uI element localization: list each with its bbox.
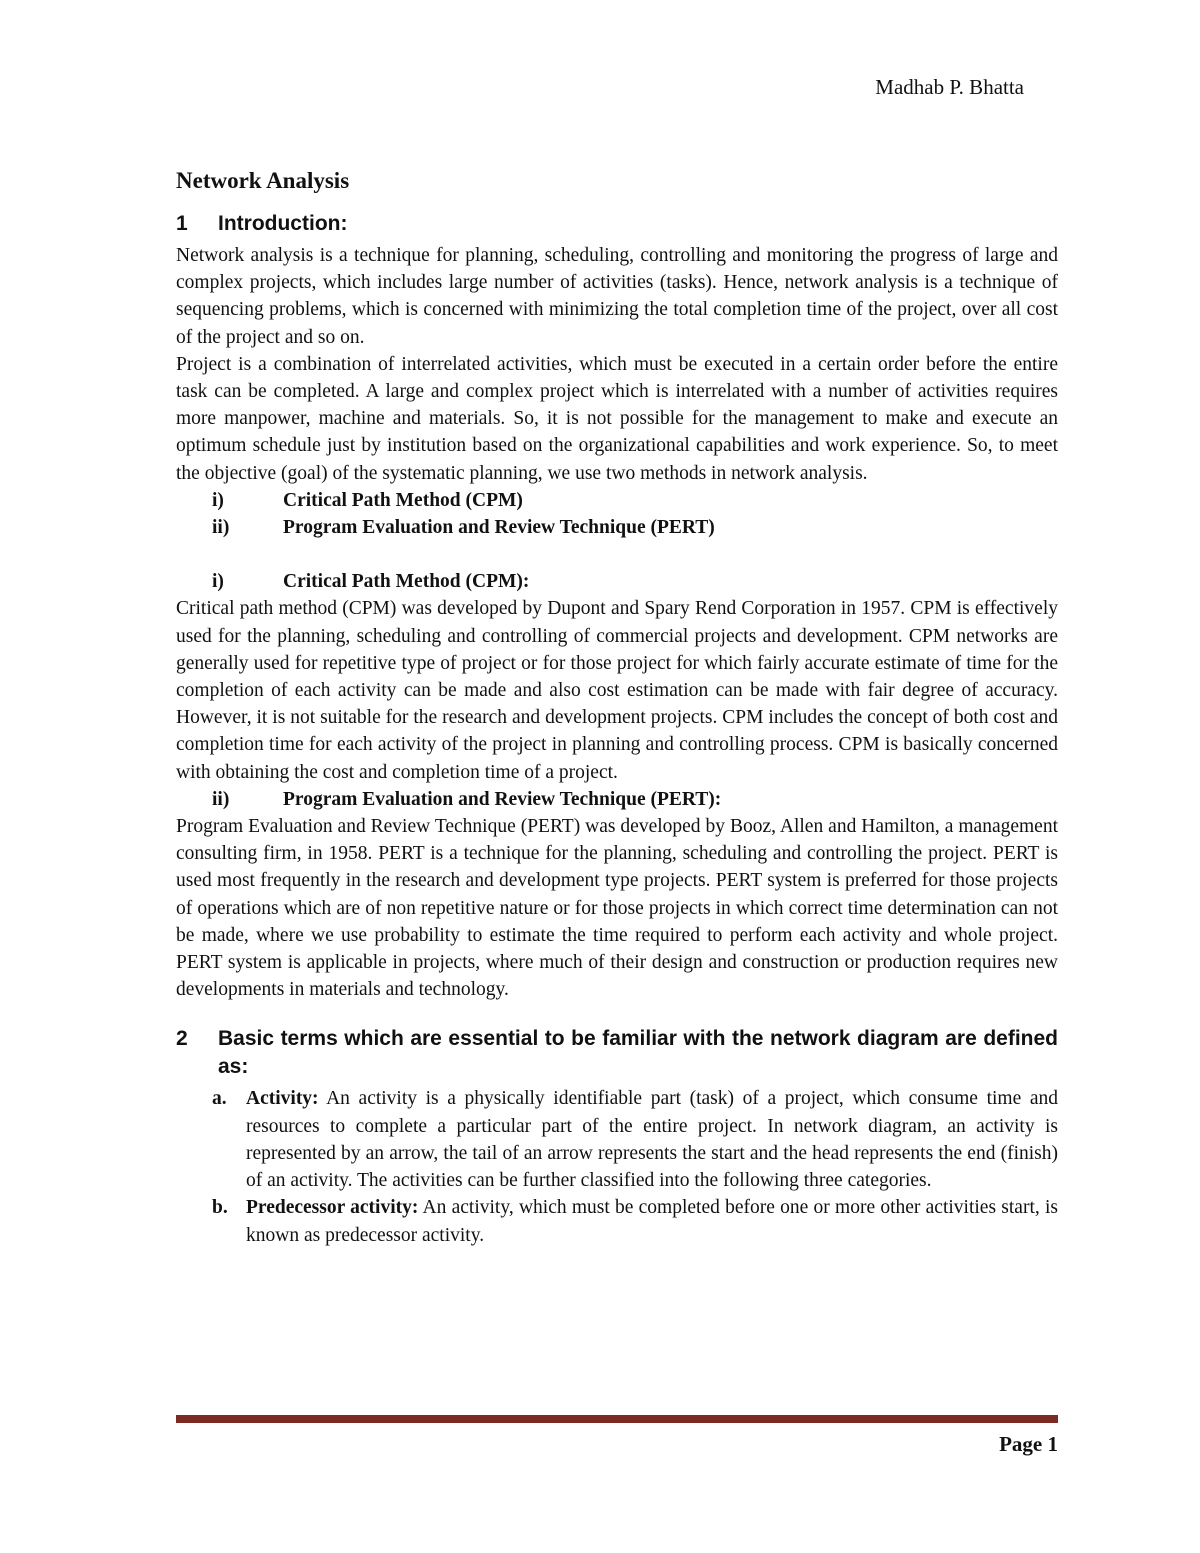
item-letter: b. — [212, 1197, 228, 1219]
method-item-pert — [176, 514, 1058, 541]
term-name: Predecessor activity: — [246, 1197, 419, 1219]
document-body — [176, 168, 1058, 1249]
page-number: Page 1 — [999, 1432, 1058, 1456]
pert-subheading — [176, 786, 1058, 813]
roman-numeral: i) — [212, 489, 224, 511]
item-body — [246, 1085, 1058, 1194]
term-definition: An activity, which must be completed before one or more other activities start, is known as predecessor activity. — [246, 1197, 1058, 1246]
project-paragraph: Project is a combination of interrelated activities, which must be executed in a certain order before the entire task can be completed. A large and complex project which is interrelated with a number of activities requires more manpower, machine and materials. So, it is not possible for the management to make and execute an optimum schedule just by institution based on the organizational capabilities and work experience. So, to meet the objective (goal) of the systematic planning, we use two methods in network analysis. — [176, 353, 1058, 484]
intro-paragraph: Network analysis is a technique for planning, scheduling, controlling and monitoring the progress of large and complex projects, which includes large number of activities (tasks). Hence, network analysis is a technique of sequencing problems, which is concerned with minimizing the total completion time of the project, over all cost of the project and so on. — [176, 245, 1058, 348]
subheading-title: Critical Path Method (CPM): — [283, 571, 530, 593]
method-name: Critical Path Method (CPM) — [283, 489, 523, 511]
term-item-activity — [176, 1085, 1058, 1194]
spacer — [176, 541, 1058, 568]
section-title: Basic terms which are essential to be familiar with the network diagram are defined as: — [218, 1027, 1058, 1079]
cpm-paragraph: Critical path method (CPM) was developed by Dupont and Spary Rend Corporation in 1957. CPM is effectively used for the planning, scheduling and controlling of commercial projects and development. CPM networks are generally used for repetitive type of project or for those project for which fairly accurate estimate of time for the completion of each activity can be made and also cost estimation can be made with fair degree of accuracy. However, it is not suitable for the research and development projects. CPM includes the concept of both cost and completion time for each activity of the project in planning and controlling process. CPM is basically concerned with obtaining the cost and completion time of a project. — [176, 598, 1058, 783]
section-heading-basic-terms — [176, 1025, 1058, 1081]
footer-rule — [176, 1415, 1058, 1423]
cpm-subheading — [176, 568, 1058, 595]
document-title: Network Analysis — [176, 168, 350, 193]
roman-numeral: i) — [212, 571, 224, 593]
item-body — [246, 1194, 1058, 1248]
method-name: Program Evaluation and Review Technique (PERT) — [283, 517, 715, 539]
method-item-cpm — [176, 487, 1058, 514]
subheading-title: Program Evaluation and Review Technique (PERT): — [283, 788, 722, 810]
section-number: 1 — [176, 212, 188, 235]
pert-paragraph: Program Evaluation and Review Technique (PERT) was developed by Booz, Allen and Hamilton, a management consulting firm, in 1958. PERT is a technique for the planning, scheduling and controlling the project. PERT is used most frequently in the research and development type projects. PERT system is preferred for those projects of operations which are of non repetitive nature or for those projects in which correct time determination can not be made, where we use probability to estimate the time required to perform each activity and whole project. PERT system is applicable in projects, where much of their design and construction or production requires new developments in materials and technology. — [176, 816, 1058, 1001]
section-title: Introduction: — [218, 212, 348, 235]
roman-numeral: ii) — [212, 788, 230, 810]
term-definition: An activity is a physically identifiable part (task) of a project, which consume time and resources to complete a particular part of the entire project. In network diagram, an activity is represented by an arrow, the tail of an arrow represents the start and the head represents the end (finish) of an activity. The activities can be further classified into the following three categories. — [246, 1088, 1058, 1192]
section-number: 2 — [176, 1027, 188, 1051]
header-author: Madhab P. Bhatta — [875, 75, 1024, 99]
term-item-predecessor — [176, 1194, 1058, 1248]
item-letter: a. — [212, 1088, 227, 1110]
term-name: Activity: — [246, 1088, 319, 1110]
roman-numeral: ii) — [212, 517, 230, 539]
section-heading-introduction — [176, 210, 1058, 238]
